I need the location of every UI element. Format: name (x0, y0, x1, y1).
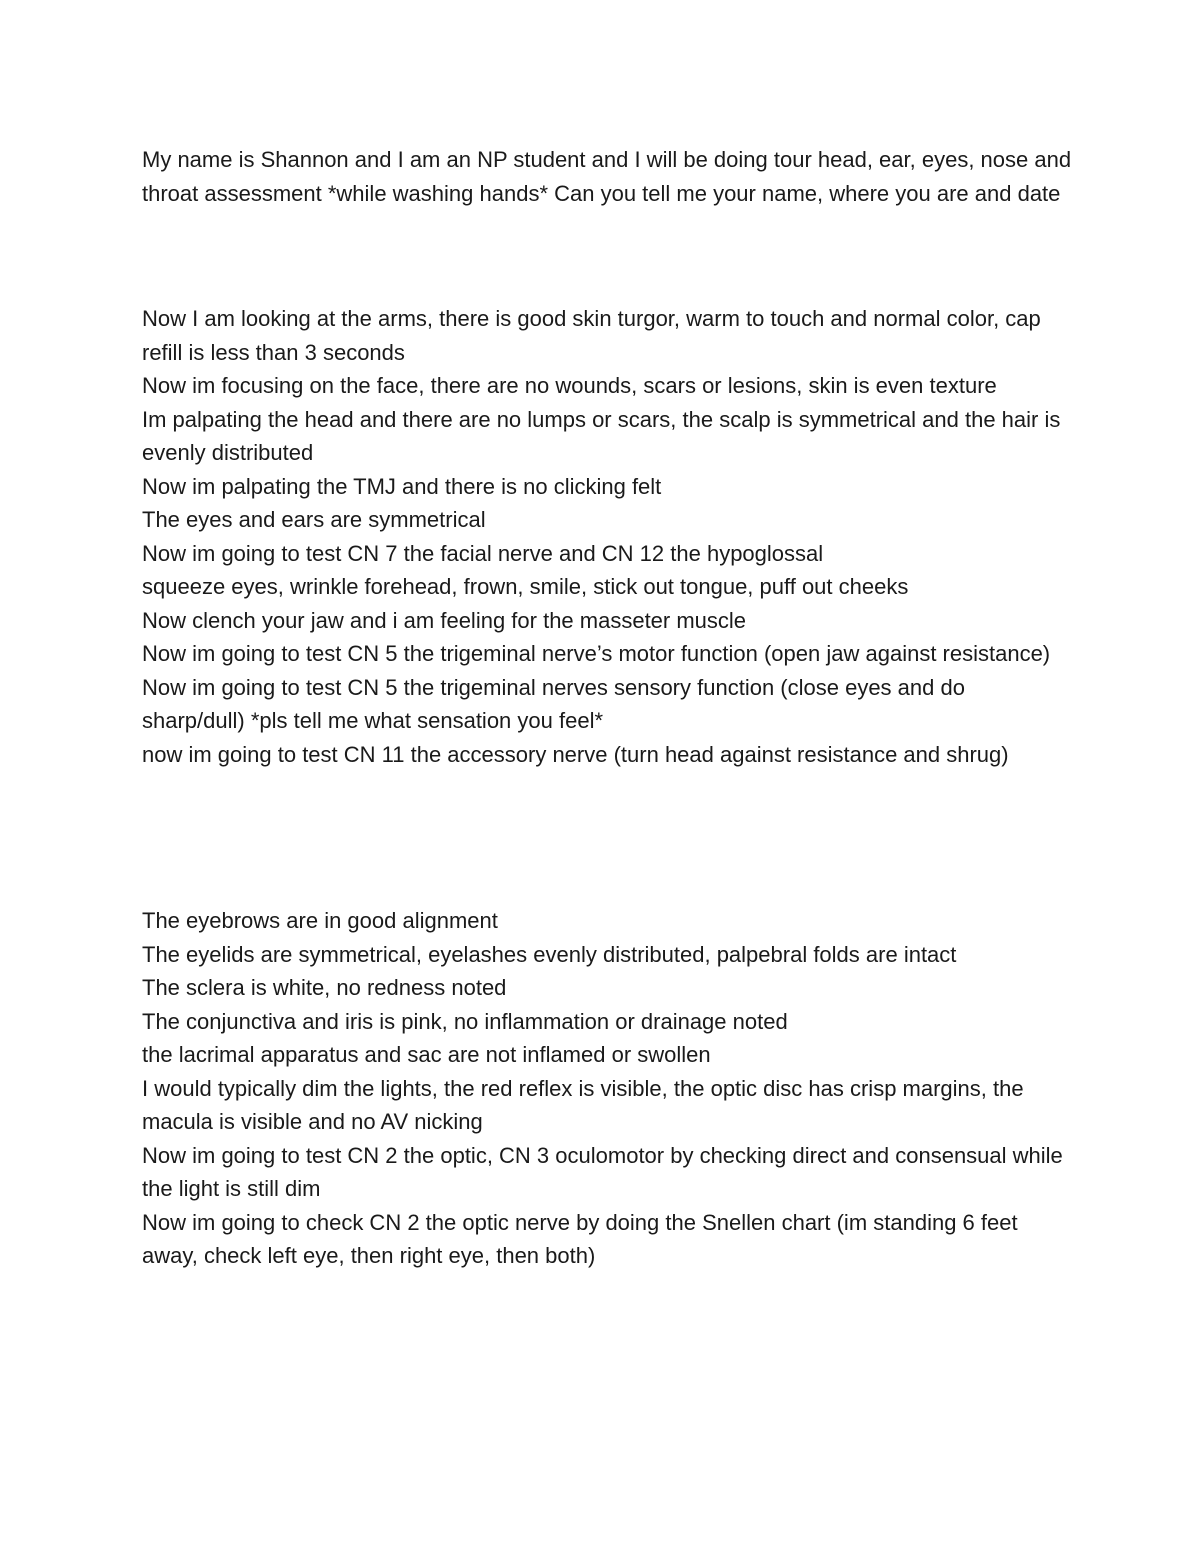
eyes-line: I would typically dim the lights, the red reflex is visible, the optic disc has crisp margins, the macula is visible and no AV nicking (142, 1075, 1024, 1134)
exam-line: now im going to test CN 11 the accessory nerve (turn head against resistance and shrug) (142, 741, 1009, 767)
eyes-line: Now im going to check CN 2 the optic nerve by doing the Snellen chart (im standing 6 feet away, check left eye, then right eye, then both) (142, 1209, 1018, 1268)
eyes-paragraph-block (142, 904, 1072, 1273)
exam-line: Now im focusing on the face, there are no wounds, scars or lesions, skin is even texture (142, 373, 997, 398)
exam-paragraph-block (142, 302, 1072, 771)
intro-paragraph-block (142, 143, 1072, 210)
exam-line: Now clench your jaw and i am feeling for the masseter muscle (142, 607, 747, 633)
intro-line: My name is Shannon and I am an NP student and I will be doing tour head, ear, eyes, nose and throat assessment *while washing hands* Can you tell me your name, where you are and date (142, 147, 1072, 206)
exam-line: Now I am looking at the arms, there is good skin turgor, warm to touch and normal color, cap refill is less than 3 seconds (142, 306, 1041, 365)
exam-line: The eyes and ears are symmetrical (142, 507, 486, 532)
exam-line: Now im palpating the TMJ and there is no clicking felt (142, 473, 662, 499)
eyes-line: the lacrimal apparatus and sac are not inflamed or swollen (142, 1042, 711, 1067)
exam-line: Now im going to test CN 7 the facial nerve and CN 12 the hypoglossal (142, 540, 824, 566)
exam-line: Now im going to test CN 5 the trigeminal nerves sensory function (close eyes and do sharp/dull) *pls tell me what sensation you feel* (142, 674, 965, 733)
eyes-line: The eyebrows are in good alignment (142, 908, 498, 933)
exam-line: Now im going to test CN 5 the trigeminal nerve’s motor function (open jaw against resistance) (142, 641, 1051, 666)
eyes-line: Now im going to test CN 2 the optic, CN 3 oculomotor by checking direct and consensual while the light is still dim (142, 1142, 1063, 1201)
eyes-line: The conjunctiva and iris is pink, no inflammation or drainage noted (142, 1008, 788, 1034)
exam-line: Im palpating the head and there are no lumps or scars, the scalp is symmetrical and the hair is evenly distributed (142, 406, 1061, 465)
eyes-line: The eyelids are symmetrical, eyelashes evenly distributed, palpebral folds are intact (142, 941, 957, 967)
eyes-line: The sclera is white, no redness noted (142, 975, 507, 1000)
exam-line: squeeze eyes, wrinkle forehead, frown, smile, stick out tongue, puff out cheeks (142, 574, 909, 599)
